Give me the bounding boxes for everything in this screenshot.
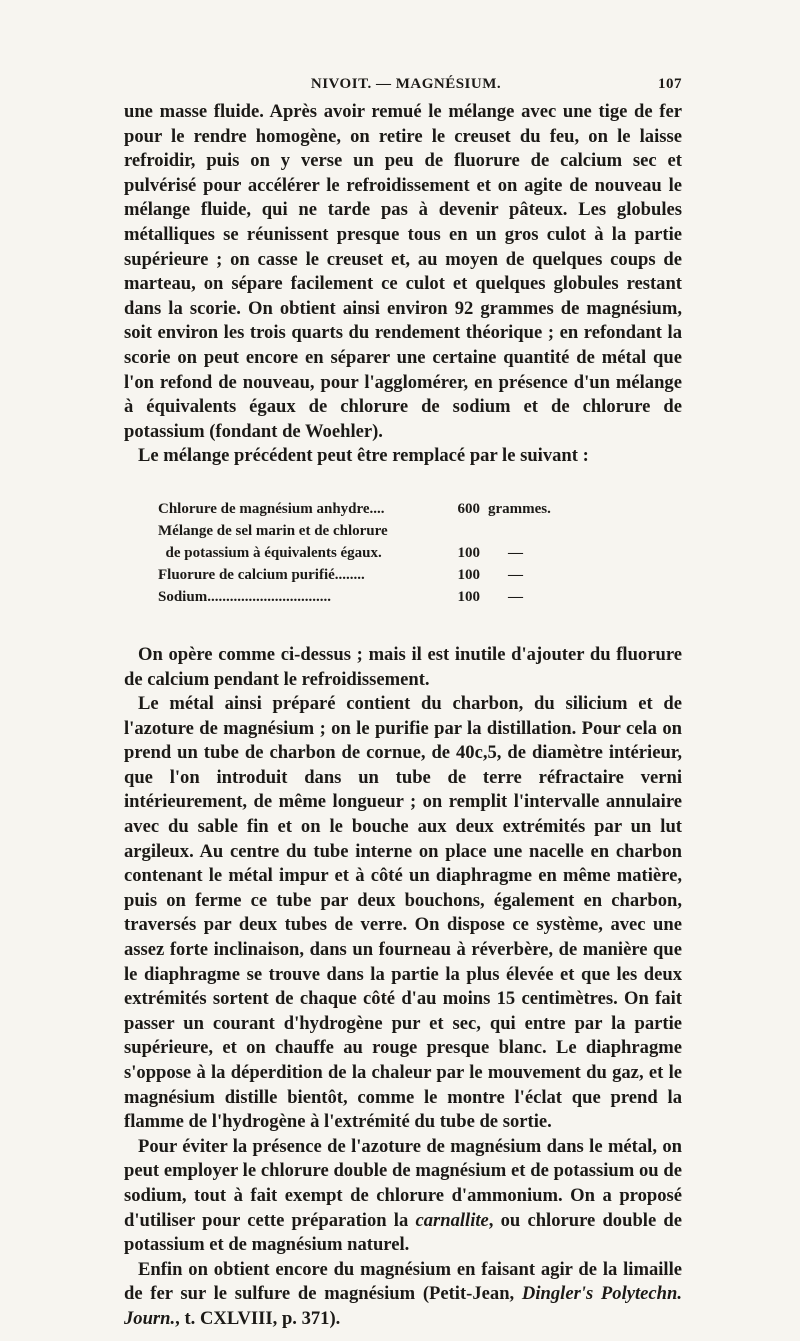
recipe-row — [158, 542, 570, 564]
paragraph — [124, 1258, 682, 1332]
page-number: 107 — [658, 76, 682, 92]
recipe-label: Chlorure de magnésium anhydre.... — [158, 500, 385, 517]
recipe-label: de potassium à équivalents égaux. — [158, 544, 382, 561]
recipe-unit: grammes. — [488, 500, 551, 517]
recipe-label: Fluorure de calcium purifié........ — [158, 566, 365, 583]
recipe-unit: — — [508, 588, 523, 605]
recipe-label: Mélange de sel marin et de chlorure — [158, 522, 388, 539]
paragraph: une masse fluide. Après avoir remué le mélange avec une tige de fer pour le rendre homogène, on retire le creuset du feu, on le laisse refroidir, puis on y verse un peu de fluorure de calcium sec et pulvérisé pour accélérer le refroidissement et on agite de nouveau le mélange fluide, qui ne tarde pas à devenir pâteux. Les globules métalliques se réunissent presque tous en un gros culot à la partie supérieure ; on casse le creuset et, au moyen de quelques coups de marteau, on sépare facilement ce culot et quelques globules restant dans la scorie. On obtient ainsi environ 92 grammes de magnésium, soit environ les trois quarts du rendement théorique ; en refondant la scorie on peut encore en séparer une certaine quantité de métal que l'on refond de nouveau, pour l'agglomérer, en présence d'un mélange à équivalents égaux de chlorure de sodium et de chlorure de potassium (fondant de Woehler). — [124, 101, 682, 442]
text-run: Pour éviter la présence de l'azoture de magnésium dans le métal, on peut employer le chlorure double de magnésium et de potassium ou de sodium, tout à fait exempt de chlorure d'ammonium. On a proposé d'utiliser pour cette préparation la — [124, 1135, 682, 1231]
italic-term: carnallite — [415, 1209, 489, 1231]
recipe-qty: 600 — [457, 500, 480, 517]
recipe-qty: 100 — [457, 566, 480, 583]
recipe-unit: — — [508, 566, 523, 583]
paragraph — [124, 1135, 682, 1258]
text-run: , t. CXLVIII, p. 371). — [175, 1307, 341, 1329]
page-body — [124, 100, 682, 1332]
recipe-row — [158, 586, 570, 608]
italic-citation: Dingler's Polytechn. Journ. — [124, 1283, 682, 1329]
running-header — [130, 76, 682, 100]
recipe-qty: 100 — [457, 588, 480, 605]
recipe-row — [158, 520, 570, 542]
recipe-row — [158, 564, 570, 586]
recipe-unit: — — [508, 544, 523, 561]
text-run: , ou chlorure double de potassium et de magnésium naturel. — [124, 1209, 682, 1256]
paragraph: Le mélange précédent peut être remplacé par le suivant : — [138, 445, 589, 467]
paragraph: Le métal ainsi préparé contient du charbon, du silicium et de l'azoture de magnésium ; on le purifie par la distillation. Pour cela on prend un tube de charbon de cornue, de 40c,5, de diamètre intérieur, que l'on introduit dans un tube de terre réfractaire verni intérieurement, de même longueur ; on remplit l'intervalle annulaire avec du sable fin et on le bouche aux deux extrémités par un lut argileux. Au centre du tube interne on place une nacelle en charbon contenant le métal impur et à côté un diaphragme en même matière, puis on ferme ce tube par deux bouchons, également en charbon, traversés par deux tubes de verre. On dispose ce système, avec une assez forte inclinaison, dans un fourneau à réverbère, de manière que le diaphragme se trouve dans la partie la plus élevée et que les deux extrémités sortent de chaque côté d'au moins 15 centimètres. On fait passer un courant d'hydrogène pur et sec, qui entre par la partie supérieure, et on chauffe au rouge presque blanc. Le diaphragme s'oppose à la déperdition de la chaleur par le mouvement du gaz, et le magnésium distille bientôt, comme le montre l'éclat que prend la flamme de l'hydrogène à l'extrémité du tube de sortie. — [124, 693, 682, 1133]
text-run: Enfin on obtient encore du magnésium en faisant agir de la limaille de fer sur le sulfure de magnésium (Petit-Jean, — [124, 1258, 682, 1305]
recipe-qty: 100 — [457, 544, 480, 561]
paragraph: On opère comme ci-dessus ; mais il est inutile d'ajouter du fluorure de calcium pendant le refroidissement. — [124, 643, 682, 690]
recipe-table — [158, 498, 570, 608]
recipe-label: Sodium................................. — [158, 588, 331, 605]
recipe-row — [158, 498, 570, 520]
running-title: NIVOIT. — MAGNÉSIUM. — [310, 76, 502, 92]
